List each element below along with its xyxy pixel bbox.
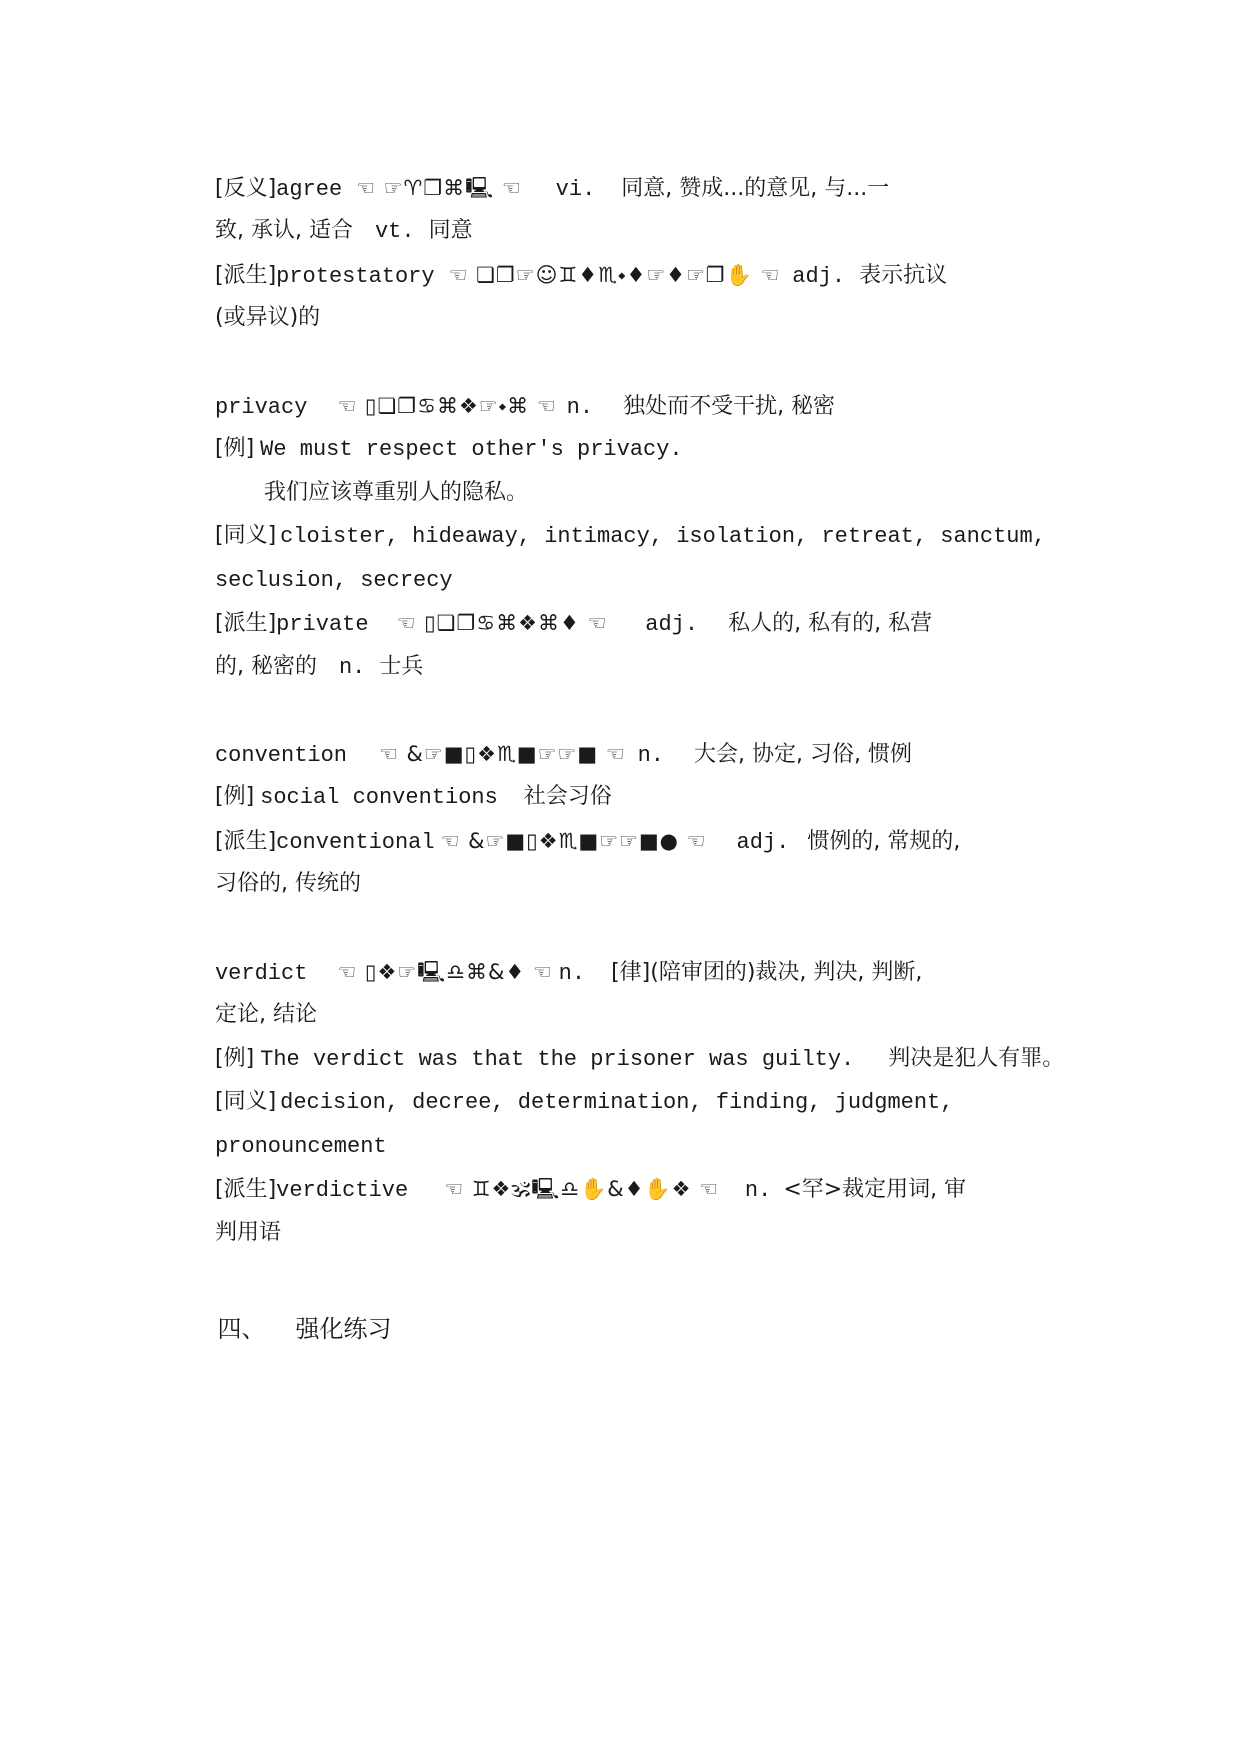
synonym-line [187,491,1046,549]
synonyms-privacy-cont: seclusion, secrecy [214,568,453,593]
example-tag: [例] [214,436,255,461]
antonym-tag: [反义] [214,176,277,201]
pos-private-n: n. [338,655,366,680]
example-tag: [例] [214,1046,255,1071]
pos-agree-vi: vi. [555,177,596,202]
derived-line-cont [187,273,321,330]
word-agree: agree [276,177,343,202]
phonetic-agree: ☜ ☞♈❐⌘🖳 ☜ [356,176,522,200]
pos-conventional: adj. [736,830,790,855]
example-tag: [例] [214,784,255,809]
derived-line-cont [187,839,361,896]
derived-line-cont [187,1188,281,1245]
word-protestatory: protestatory [276,264,435,289]
example-line [187,404,683,462]
derived-line [187,1144,967,1203]
meaning-agree-vt: 同意 [428,218,473,243]
meaning-verdictive-cont: 判用语 [214,1220,281,1245]
synonym-tag: [同义] [214,523,277,548]
meaning-protestatory: 表示抗议 [859,263,948,288]
headword-line [187,709,912,768]
headword-verdict: verdict [214,961,308,986]
pos-protestatory: adj. [792,264,846,289]
example-line [187,1014,1065,1072]
synonym-tag: [同义] [214,1089,277,1114]
antonym-line [187,143,890,202]
meaning-verdictive: <罕>裁定用词, 审 [783,1177,967,1202]
pos-agree-vt: vt. [374,219,415,244]
example-cn-verdict: 判决是犯人有罪。 [888,1046,1065,1071]
synonym-line-cont [187,1101,387,1159]
meaning-convention: 大会, 协定, 习俗, 惯例 [694,742,912,767]
word-verdictive: verdictive [276,1178,409,1203]
pos-private: adj. [645,612,699,637]
headword-line [187,361,836,420]
example-line [187,752,612,810]
synonym-line-cont [187,535,453,593]
meaning-agree-vi: 同意, 赞成...的意见, 与...一 [621,176,890,201]
example-cn-privacy: 我们应该尊重别人的隐私。 [263,480,528,505]
derived-tag: [派生] [214,263,277,288]
meaning-agree-cont: 致, 承认, 适合 [214,218,353,243]
headword-convention: convention [214,743,348,768]
derived-tag: [派生] [214,611,277,636]
pos-verdictive: n. [744,1178,772,1203]
pos-convention: n. [637,743,665,768]
derived-line [187,578,933,637]
phonetic-verdict: ☜ ▯❖☞🖳♎⌘&♦ ☜ [337,960,553,984]
meaning-conventional: 惯例的, 常规的, [807,829,961,854]
section-heading [187,1284,392,1343]
derived-line-cont [187,622,424,680]
word-private: private [276,612,369,637]
example-en-convention: social conventions [260,785,498,810]
headword-privacy: privacy [214,395,308,420]
derived-line [187,796,961,855]
derived-line [187,230,948,289]
meaning-private-n: 士兵 [379,654,424,679]
meaning-protestatory-cont: (或异议)的 [214,305,321,330]
meaning-private: 私人的, 私有的, 私营 [728,611,933,636]
example-en-verdict: The verdict was that the prisoner was guilty. [260,1047,855,1072]
meaning-verdict: [律](陪审团的)裁决, 判决, 判断, [611,960,923,985]
example-cn-convention: 社会习俗 [523,784,612,809]
phonetic-private: ☜ ▯❏❐♋⌘❖⌘♦ ☜ [396,611,608,635]
synonym-line [187,1057,954,1115]
section-number: 四、 [217,1315,266,1343]
phonetic-conventional: ☜ &☞■▯❖♏■☞☞■● ☜ [440,829,707,853]
pos-verdict: n. [558,961,586,986]
synonyms-verdict-cont: pronouncement [214,1134,387,1159]
phonetic-protestatory: ☜ ❏❐☞☺♊♦♏⬩♦☞♦☞❐✋ ☜ [448,263,781,287]
meaning-privacy: 独处而不受干扰, 秘密 [623,394,836,419]
meaning-conventional-cont: 习俗的, 传统的 [214,871,361,896]
example-translation-line [236,448,528,505]
pos-privacy: n. [566,395,594,420]
meaning-verdict-cont: 定论, 结论 [214,1002,317,1027]
phonetic-convention: ☜ &☞■▯❖♏■☞☞■ ☜ [379,742,626,766]
antonym-line-cont [187,186,473,244]
phonetic-privacy: ☜ ▯❏❐♋⌘❖☞⬩⌘ ☜ [337,394,557,418]
derived-tag: [派生] [214,829,277,854]
synonyms-privacy: cloister, hideaway, intimacy, isolation, retreat, sanctum, [280,524,1046,549]
derived-tag: [派生] [214,1177,277,1202]
example-en-privacy: We must respect other's privacy. [260,437,683,462]
synonyms-verdict: decision, decree, determination, finding, judgment, [280,1090,954,1115]
headword-line-cont [187,970,317,1027]
phonetic-verdictive: ☜ ♊❖🕉🖳♎✋&♦✋❖ ☜ [444,1177,719,1201]
headword-line [187,927,923,986]
meaning-private-cont: 的, 秘密的 [214,654,317,679]
word-conventional: conventional [276,830,435,855]
section-title: 强化练习 [295,1315,392,1343]
